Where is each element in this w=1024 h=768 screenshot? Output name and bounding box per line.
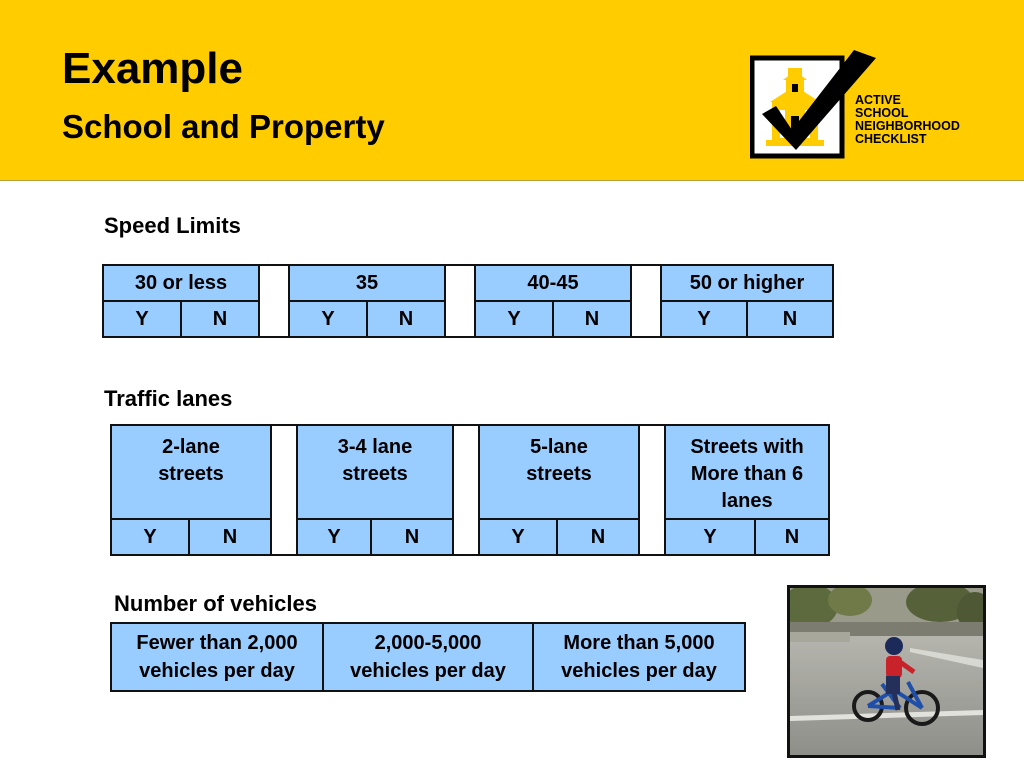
child-on-bicycle-photo	[787, 585, 986, 758]
lanes-5-no[interactable]: N	[557, 519, 639, 555]
page-title: Example	[62, 44, 243, 93]
speed-option-35[interactable]: 35	[289, 265, 445, 301]
speed-30-yes[interactable]: Y	[103, 301, 181, 337]
lanes-3-4-no[interactable]: N	[371, 519, 453, 555]
lanes-6-no[interactable]: N	[755, 519, 829, 555]
lanes-3-4-yes[interactable]: Y	[297, 519, 371, 555]
speed-35-yes[interactable]: Y	[289, 301, 367, 337]
vehicles-option-2000-5000[interactable]: 2,000-5,000 vehicles per day	[323, 623, 533, 691]
lanes-6-yes[interactable]: Y	[665, 519, 755, 555]
number-of-vehicles-label: Number of vehicles	[114, 591, 317, 616]
lanes-2-yes[interactable]: Y	[111, 519, 189, 555]
traffic-lanes-table	[110, 424, 830, 556]
speed-limits-label: Speed Limits	[104, 213, 241, 238]
lanes-option-more-than-6[interactable]: Streets with More than 6 lanes	[665, 425, 829, 519]
vehicles-option-more-than-5000[interactable]: More than 5,000 vehicles per day	[533, 623, 745, 691]
speed-30-no[interactable]: N	[181, 301, 259, 337]
svg-text:ACTIVE: ACTIVE	[855, 93, 901, 107]
svg-text:NEIGHBORHOOD: NEIGHBORHOOD	[855, 119, 960, 133]
traffic-lanes-label: Traffic lanes	[104, 386, 233, 411]
vehicles-option-fewer-than-2000[interactable]: Fewer than 2,000 vehicles per day	[111, 623, 323, 691]
logo-text	[855, 93, 960, 146]
lanes-2-no[interactable]: N	[189, 519, 271, 555]
speed-35-no[interactable]: N	[367, 301, 445, 337]
speed-option-50-or-higher[interactable]: 50 or higher	[661, 265, 833, 301]
speed-option-40-45[interactable]: 40-45	[475, 265, 631, 301]
lanes-5-yes[interactable]: Y	[479, 519, 557, 555]
speed-40-45-no[interactable]: N	[553, 301, 631, 337]
speed-option-30-or-less[interactable]: 30 or less	[103, 265, 259, 301]
lanes-option-3-4-lane[interactable]: 3-4 lane streets	[297, 425, 453, 519]
lanes-option-5-lane[interactable]: 5-lane streets	[479, 425, 639, 519]
vehicles-table	[110, 622, 746, 692]
svg-text:SCHOOL: SCHOOL	[855, 106, 909, 120]
speed-40-45-yes[interactable]: Y	[475, 301, 553, 337]
page-subtitle: School and Property	[62, 108, 385, 145]
svg-text:CHECKLIST: CHECKLIST	[855, 132, 927, 146]
speed-limits-table	[102, 264, 834, 338]
lanes-option-2-lane[interactable]: 2-lane streets	[111, 425, 271, 519]
speed-50-no[interactable]: N	[747, 301, 833, 337]
header-band	[0, 0, 1024, 181]
active-school-neighborhood-checklist-logo	[750, 44, 990, 162]
speed-50-yes[interactable]: Y	[661, 301, 747, 337]
